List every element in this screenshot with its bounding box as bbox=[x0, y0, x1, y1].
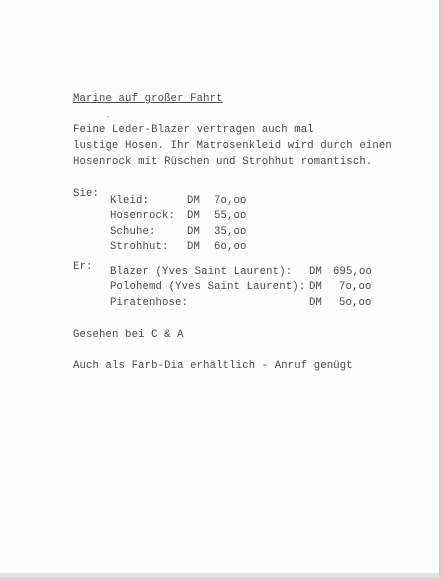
availability-note: Auch als Farb-Dia erhältlich - Anruf genügt bbox=[73, 360, 353, 372]
er-label: Er: bbox=[73, 261, 93, 273]
intro-line-1: Feine Leder-Blazer vertragen auch mal bbox=[73, 124, 314, 136]
sie-item-currency: DM bbox=[187, 226, 201, 238]
sie-item-currency: DM bbox=[187, 210, 201, 222]
sie-item-currency: DM bbox=[187, 195, 201, 207]
intro-line-2: lustige Hosen. Ihr Matrosenkleid wird durch einen bbox=[73, 140, 392, 152]
er-item-price: 7o,oo bbox=[339, 281, 372, 293]
er-item-price: 5o,oo bbox=[339, 297, 372, 309]
page-bottom-edge bbox=[0, 573, 439, 577]
er-item-name: Piratenhose: bbox=[110, 297, 189, 309]
sie-item-name: Strohhut: bbox=[110, 241, 169, 253]
intro-line-3: Hosenrock mit Rüschen und Strohhut romantisch. bbox=[73, 156, 373, 168]
sie-item-name: Hosenrock: bbox=[110, 210, 176, 222]
document-title: Marine auf großer Fahrt bbox=[73, 93, 223, 105]
er-item-currency: DM bbox=[309, 297, 323, 309]
paper-speck bbox=[107, 116, 109, 117]
sie-item-price: 55,oo bbox=[214, 210, 247, 222]
er-item-currency: DM bbox=[309, 281, 323, 293]
sie-item-currency: DM bbox=[187, 241, 201, 253]
er-item-name: Polohemd (Yves Saint Laurent): bbox=[110, 281, 306, 293]
sie-label: Sie: bbox=[73, 188, 100, 200]
sie-item-price: 7o,oo bbox=[214, 195, 247, 207]
er-item-price: 695,oo bbox=[333, 266, 373, 278]
sie-item-name: Kleid: bbox=[110, 195, 150, 207]
sie-item-name: Schuhe: bbox=[110, 226, 156, 238]
er-item-currency: DM bbox=[309, 266, 323, 278]
sie-item-price: 6o,oo bbox=[214, 241, 247, 253]
seen-at-text: Gesehen bei C & A bbox=[73, 329, 184, 341]
sie-item-price: 35,oo bbox=[214, 226, 247, 238]
er-item-name: Blazer (Yves Saint Laurent): bbox=[110, 266, 293, 278]
